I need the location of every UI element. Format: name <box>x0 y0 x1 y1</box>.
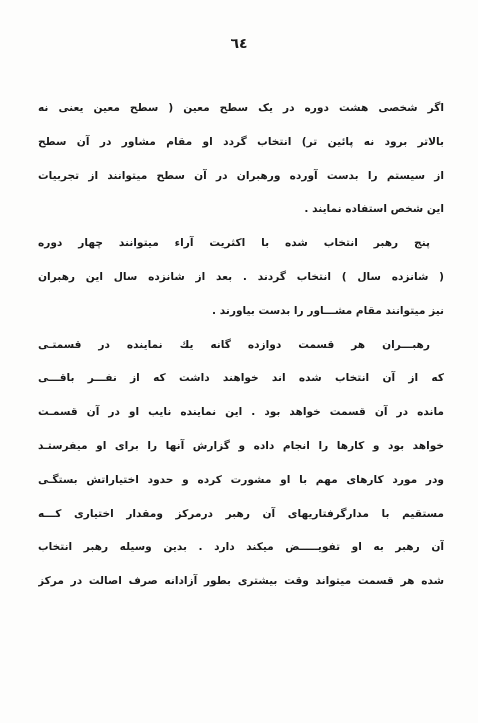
text-line-12: ودر مورد کارهای مهم با او مشورت کرده و حدود اختیاراتش بستگـی <box>38 473 444 486</box>
text-line-9: که از آن انتخاب شده اند خواهند داشت که از نفـــر باقـــی <box>38 372 444 385</box>
text-line-10: مانده در آن قسمت خواهد بود . این نماینده نایب او در آن قسمـت <box>38 406 444 419</box>
text-line-13: مستقیم با مدارگرفتاریهای آن رهبر درمرکز ومقدار اختیاری کـــه <box>38 507 444 520</box>
body-text <box>38 92 444 599</box>
text-line-2: بالاتر برود نه پائین تر) انتخاب گردد او مقام مشاور در آن سطح <box>38 135 444 148</box>
text-line-5: پنج رهبر انتخاب شده با اکثریت آراء میتوانند چهار دوره <box>38 237 430 250</box>
text-line-15: شده هر قسمت میتواند وقت بیشتری بطور آزادانه صرف اصالت در مرکز <box>38 575 444 588</box>
text-line-14: آن رهبر به او تفویـــــض میکند دارد . بدین وسیله رهبر انتخاب <box>38 541 444 554</box>
text-line-4: این شخص استفاده نمایند . <box>304 203 444 216</box>
text-line-6: ( شانزده سال ) انتخاب گردند . بعد از شانزده سال این رهبران <box>38 270 444 283</box>
text-line-1: اگر شخصی هشت دوره در یک سطح معین ( سطح معین یعنی نه <box>38 102 444 114</box>
page-number: ٦٤ <box>230 36 248 52</box>
text-line-3: از سیستم را بدست آورده ورهبران در آن سطح میتوانند از تجربیات <box>38 169 444 182</box>
text-line-11: خواهد بود و کارها را انجام داده و گزارش آنها را برای او میفرستـد <box>38 439 444 452</box>
text-line-8: رهبـــران هر قسمت دوازده گانه یك نماینده در قسمتـی <box>38 338 430 351</box>
text-line-7: نیز میتوانند مقام مشـــاور را بدست بیاورند . <box>212 304 444 317</box>
